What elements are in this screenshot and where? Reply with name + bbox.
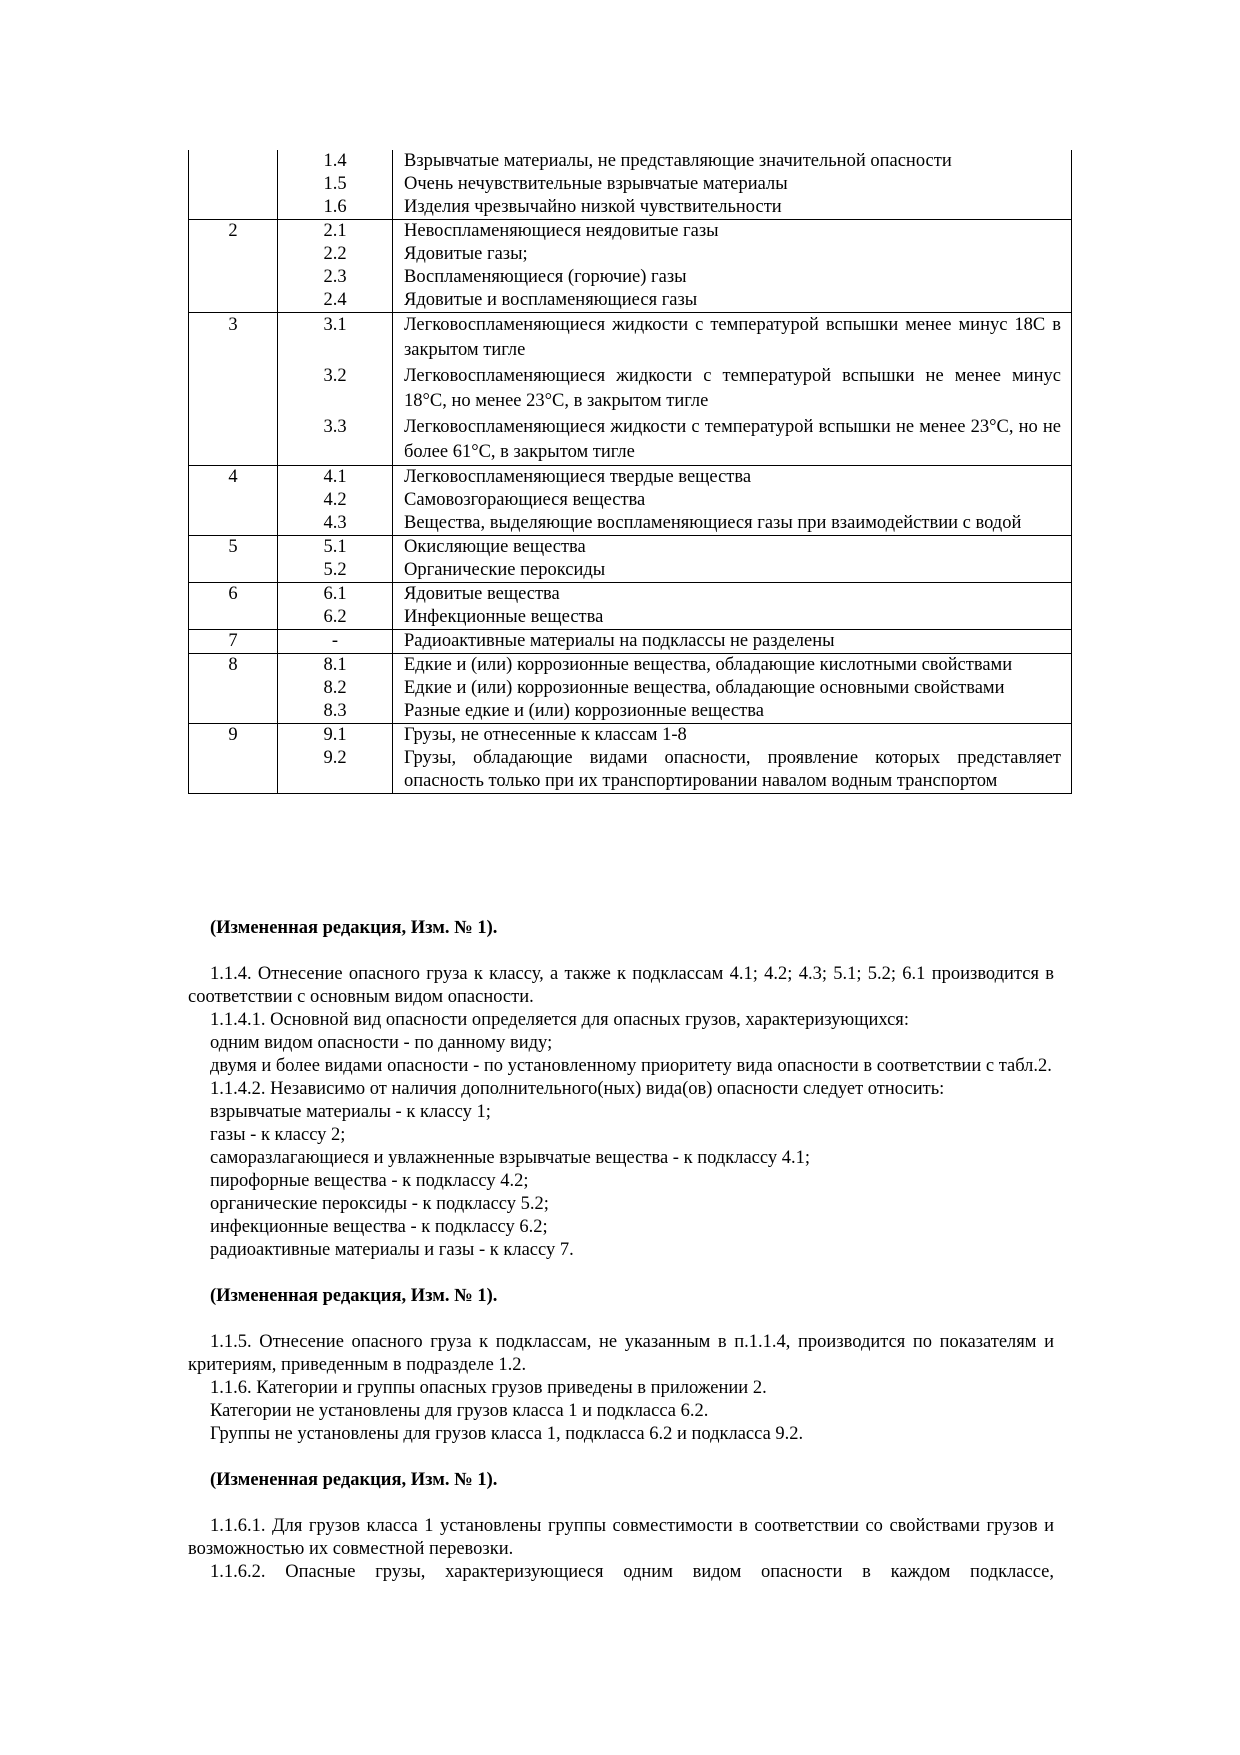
class-number-cell: 2 (189, 220, 278, 244)
subclass-number-cell: 9.1 (278, 724, 393, 748)
body-paragraph: 1.1.6. Категории и группы опасных грузов приведены в приложении 2. (210, 1378, 767, 1398)
class-number-cell: 8 (189, 654, 278, 678)
class-number-cell (189, 677, 278, 700)
hazard-description-cell: Ядовитые вещества (393, 583, 1072, 607)
hazard-description-cell: Самовозгорающиеся вещества (393, 489, 1072, 512)
body-paragraph: 1.1.6.1. Для грузов класса 1 установлены группы совместимости в соответствии со свойствами грузов и возможностью их совместной перевозки. (188, 1516, 1054, 1559)
subclass-number-cell: 4.1 (278, 466, 393, 490)
subclass-number-cell: 2.4 (278, 289, 393, 313)
subclass-number-cell: 2.3 (278, 266, 393, 289)
subclass-number-cell: 1.6 (278, 196, 393, 220)
subclass-number-cell: 8.2 (278, 677, 393, 700)
hazard-description-cell: Изделия чрезвычайно низкой чувствительности (393, 196, 1072, 220)
table-row (189, 583, 1072, 607)
hazard-description-cell: Ядовитые газы; (393, 243, 1072, 266)
body-paragraph: инфекционные вещества - к подклассу 6.2; (210, 1217, 548, 1237)
subclass-number-cell: 9.2 (278, 747, 393, 794)
class-number-cell (189, 363, 278, 414)
class-number-cell (189, 414, 278, 466)
body-paragraph: взрывчатые материалы - к классу 1; (210, 1102, 491, 1122)
body-paragraph: 1.1.4.1. Основной вид опасности определяется для опасных грузов, характеризующихся: (210, 1010, 909, 1030)
paragraph-spacer (188, 1262, 1054, 1285)
paragraph-spacer (188, 1492, 1054, 1515)
body-paragraph: Категории не установлены для грузов класса 1 и подкласса 6.2. (210, 1401, 709, 1421)
table-row (189, 606, 1072, 630)
class-number-cell (189, 150, 278, 173)
hazard-description-cell: Взрывчатые материалы, не представляющие значительной опасности (393, 150, 1072, 173)
hazard-description-cell: Радиоактивные материалы на подклассы не разделены (393, 630, 1072, 654)
table-row (189, 559, 1072, 583)
amendment-note: (Измененная редакция, Изм. № 1). (210, 1286, 498, 1306)
amendment-note: (Измененная редакция, Изм. № 1). (210, 918, 498, 938)
table-row (189, 196, 1072, 220)
subclass-number-cell: 3.2 (278, 363, 393, 414)
table-row (189, 220, 1072, 244)
class-number-cell (189, 173, 278, 196)
subclass-number-cell: 2.1 (278, 220, 393, 244)
hazard-description-cell: Легковоспламеняющиеся жидкости с температурой вспышки не менее 23°С, но не более 61°С, в закрытом тигле (393, 414, 1072, 466)
subclass-number-cell: 2.2 (278, 243, 393, 266)
body-paragraph: 1.1.6.2. Опасные грузы, характеризующиеся одним видом опасности в каждом подклассе, (210, 1562, 1054, 1582)
hazard-description-cell: Ядовитые и воспламеняющиеся газы (393, 289, 1072, 313)
document-body (188, 917, 1054, 1584)
body-paragraph: 1.1.5. Отнесение опасного груза к подклассам, не указанным в п.1.1.4, производится по показателям и критериям, приведенным в подразделе 1.2. (188, 1332, 1054, 1375)
table-row (189, 243, 1072, 266)
subclass-number-cell: 1.4 (278, 150, 393, 173)
subclass-number-cell: 4.2 (278, 489, 393, 512)
table-row (189, 489, 1072, 512)
class-number-cell: 5 (189, 536, 278, 560)
subclass-number-cell: 4.3 (278, 512, 393, 536)
table-row (189, 313, 1072, 364)
class-number-cell (189, 700, 278, 724)
table-row (189, 630, 1072, 654)
class-number-cell: 9 (189, 724, 278, 748)
table-row (189, 724, 1072, 748)
hazard-description-cell: Едкие и (или) коррозионные вещества, обладающие кислотными свойствами (393, 654, 1072, 678)
hazard-description-cell: Легковоспламеняющиеся жидкости с температурой вспышки не менее минус 18°С, но менее 23°С, в закрытом тигле (393, 363, 1072, 414)
paragraph-spacer (188, 1446, 1054, 1469)
hazard-description-cell: Инфекционные вещества (393, 606, 1072, 630)
paragraph-spacer (188, 1308, 1054, 1331)
table-row (189, 512, 1072, 536)
hazard-description-cell: Грузы, обладающие видами опасности, проявление которых представляет опасность только при их транспортировании навалом водным транспортом (393, 747, 1072, 794)
table-row (189, 747, 1072, 794)
body-paragraph: 1.1.4.2. Независимо от наличия дополнительного(ных) вида(ов) опасности следует относить: (210, 1079, 945, 1099)
amendment-note: (Измененная редакция, Изм. № 1). (210, 1470, 498, 1490)
body-paragraph: одним видом опасности - по данному виду; (210, 1033, 553, 1053)
subclass-number-cell: 6.1 (278, 583, 393, 607)
subclass-number-cell: 1.5 (278, 173, 393, 196)
table-row (189, 289, 1072, 313)
body-paragraph: 1.1.4. Отнесение опасного груза к классу, а также к подклассам 4.1; 4.2; 4.3; 5.1; 5.2; 6.1 производится в соответствии с основным видом опасности. (188, 964, 1054, 1007)
table-row (189, 173, 1072, 196)
hazard-description-cell: Грузы, не отнесенные к классам 1-8 (393, 724, 1072, 748)
body-paragraph: органические пероксиды - к подклассу 5.2; (210, 1194, 549, 1214)
body-paragraph: пирофорные вещества - к подклассу 4.2; (210, 1171, 529, 1191)
class-number-cell (189, 196, 278, 220)
class-number-cell: 3 (189, 313, 278, 364)
subclass-number-cell: 5.1 (278, 536, 393, 560)
hazard-description-cell: Разные едкие и (или) коррозионные вещества (393, 700, 1072, 724)
class-number-cell (189, 606, 278, 630)
class-number-cell: 4 (189, 466, 278, 490)
class-number-cell (189, 289, 278, 313)
subclass-number-cell: 3.3 (278, 414, 393, 466)
class-number-cell (189, 489, 278, 512)
hazard-description-cell: Легковоспламеняющиеся жидкости с температурой вспышки менее минус 18С в закрытом тигле (393, 313, 1072, 364)
paragraph-spacer (188, 940, 1054, 963)
hazard-description-cell: Воспламеняющиеся (горючие) газы (393, 266, 1072, 289)
table-row (189, 536, 1072, 560)
subclass-number-cell: 8.1 (278, 654, 393, 678)
class-number-cell (189, 512, 278, 536)
subclass-number-cell: 6.2 (278, 606, 393, 630)
table-row (189, 414, 1072, 466)
subclass-number-cell: 3.1 (278, 313, 393, 364)
subclass-number-cell: 8.3 (278, 700, 393, 724)
class-number-cell (189, 266, 278, 289)
body-paragraph: газы - к классу 2; (210, 1125, 346, 1145)
body-paragraph: двумя и более видами опасности - по установленному приоритету вида опасности в соответствии с табл.2. (210, 1056, 1052, 1076)
class-number-cell (189, 747, 278, 794)
table-row (189, 466, 1072, 490)
hazard-description-cell: Окисляющие вещества (393, 536, 1072, 560)
subclass-number-cell: 5.2 (278, 559, 393, 583)
hazard-description-cell: Едкие и (или) коррозионные вещества, обладающие основными свойствами (393, 677, 1072, 700)
hazard-description-cell: Органические пероксиды (393, 559, 1072, 583)
hazard-description-cell: Легковоспламеняющиеся твердые вещества (393, 466, 1072, 490)
table-row (189, 150, 1072, 173)
body-paragraph: саморазлагающиеся и увлажненные взрывчатые вещества - к подклассу 4.1; (210, 1148, 810, 1168)
table-row (189, 266, 1072, 289)
table-row (189, 654, 1072, 678)
table-row (189, 677, 1072, 700)
class-number-cell (189, 559, 278, 583)
hazard-classes-table (188, 150, 1072, 794)
body-paragraph: Группы не установлены для грузов класса 1, подкласса 6.2 и подкласса 9.2. (210, 1424, 804, 1444)
hazard-description-cell: Вещества, выделяющие воспламеняющиеся газы при взаимодействии с водой (393, 512, 1072, 536)
table-row (189, 700, 1072, 724)
class-number-cell: 6 (189, 583, 278, 607)
hazard-description-cell: Невоспламеняющиеся неядовитые газы (393, 220, 1072, 244)
hazard-description-cell: Очень нечувствительные взрывчатые материалы (393, 173, 1072, 196)
class-number-cell: 7 (189, 630, 278, 654)
subclass-number-cell: - (278, 630, 393, 654)
body-paragraph: радиоактивные материалы и газы - к классу 7. (210, 1240, 574, 1260)
table-row (189, 363, 1072, 414)
class-number-cell (189, 243, 278, 266)
